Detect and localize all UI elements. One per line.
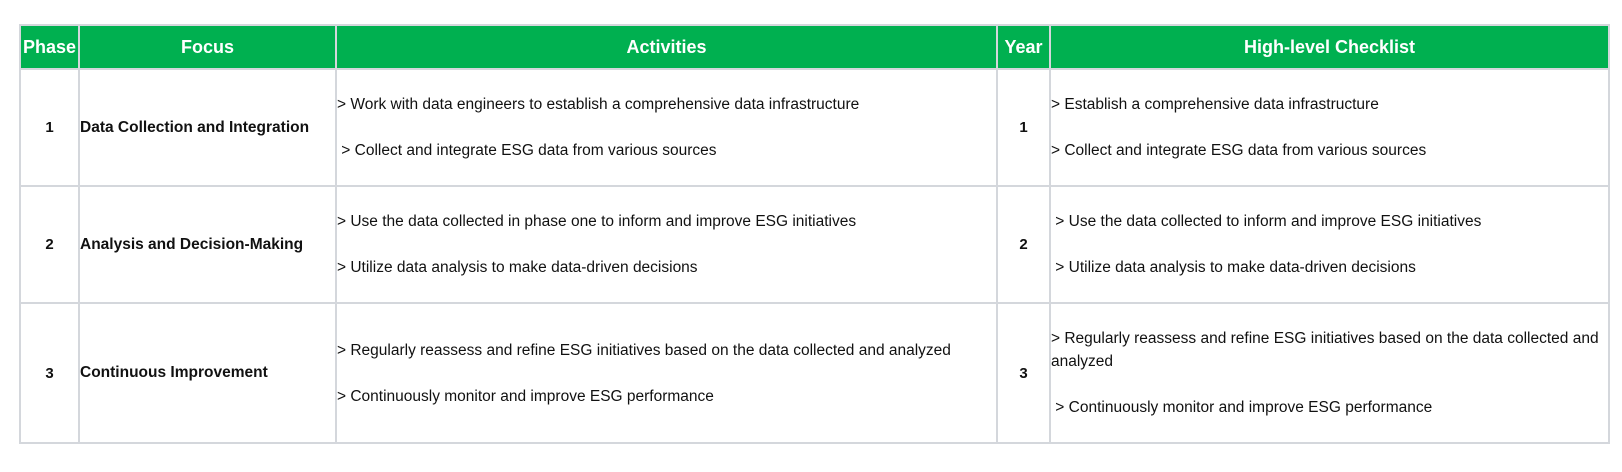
checklist-item: > Continuously monitor and improve ESG performance [1051,399,1433,416]
checklist-cell [1050,303,1609,443]
checklist-cell [1050,186,1609,303]
activity-item: > Continuously monitor and improve ESG performance [337,387,714,405]
checklist-item: > Use the data collected to inform and improve ESG initiatives [1051,213,1482,230]
activity-item: > Work with data engineers to establish a comprehensive data infrastructure [337,96,860,113]
activity-item: > Regularly reassess and refine ESG initiatives based on the data collected and analyzed [337,341,951,359]
header-activities: Activities [336,25,997,69]
activity-item: > Utilize data analysis to make data-driven decisions [337,259,698,276]
header-year: Year [997,25,1050,69]
header-row [20,25,1609,69]
activities-cell [336,303,997,443]
activities-cell [336,69,997,186]
checklist-item: > Regularly reassess and refine ESG initiatives based on the data collected and analyzed [1051,330,1599,370]
table-row [20,303,1609,443]
checklist-item: > Utilize data analysis to make data-driven decisions [1051,259,1416,276]
header-phase: Phase [20,25,79,69]
activity-item: > Use the data collected in phase one to inform and improve ESG initiatives [337,213,857,230]
activity-item: > Collect and integrate ESG data from various sources [337,142,717,159]
year-cell: 1 [997,69,1050,186]
year-cell: 3 [997,303,1050,443]
phase-plan-table [19,24,1610,444]
table-row [20,186,1609,303]
focus-cell: Continuous Improvement [79,303,336,443]
header-focus: Focus [79,25,336,69]
phase-cell: 1 [20,69,79,186]
focus-cell: Data Collection and Integration [79,69,336,186]
header-checklist: High-level Checklist [1050,25,1609,69]
activities-cell [336,186,997,303]
phase-cell: 2 [20,186,79,303]
table-row [20,69,1609,186]
phase-cell: 3 [20,303,79,443]
checklist-cell [1050,69,1609,186]
year-cell: 2 [997,186,1050,303]
checklist-item: > Collect and integrate ESG data from various sources [1051,142,1427,159]
checklist-item: > Establish a comprehensive data infrastructure [1051,96,1379,113]
focus-cell: Analysis and Decision-Making [79,186,336,303]
